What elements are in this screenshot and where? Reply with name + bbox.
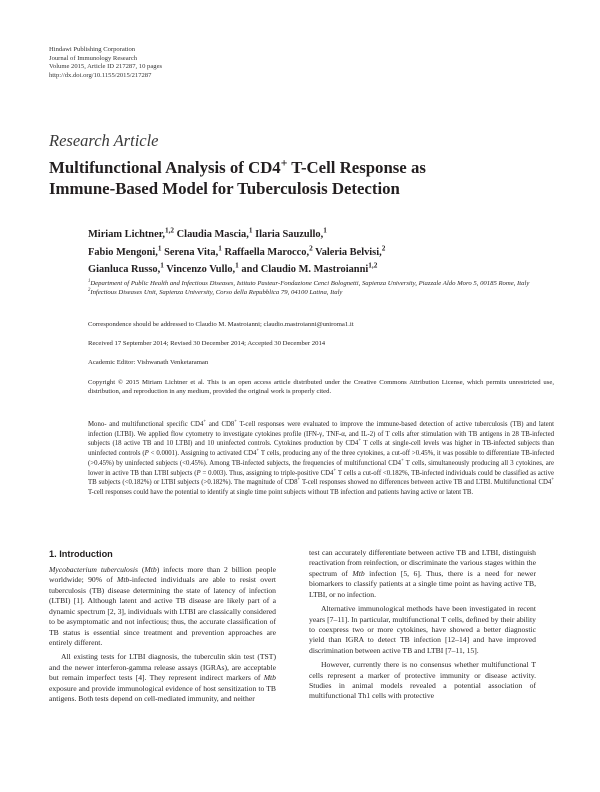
paragraph: test can accurately differentiate between active TB and LTBI, distinguish reactivation from reinfection, or discriminate the various stages within the spectrum of Mtb infection [5, 6]. Thus, there is a need for newer biomarkers to classify patients at a single time point as having active TB, LTBI, or no infection. [309, 548, 536, 599]
body-column-right [309, 548, 536, 702]
author-list [88, 226, 554, 279]
body-column-left [49, 548, 276, 704]
publisher-info [49, 46, 162, 80]
author: Gianluca Russo,$^1$ [88, 261, 164, 275]
author: Valeria Belvisi,$^2$ [315, 244, 386, 258]
abstract: Mono- and multifunctional specific CD4+ and CD8+ T-cell responses were evaluated to improve the immune-based detection of active tuberculosis (TB) and latent infection (LTBI). We applied flow cytometry to investigate cytokines profile (IFN-γ, TNF-α, and IL-2) of T cells after stimulation with TB antigens in 28 TB-infected subjects (18 active TB and 10 LTBI) and 10 uninfected controls. Cytokines production by CD4+ T cells at single-cell levels was higher in TB-infected subjects than uninfected controls (P < 0.0001). Assigning to activated CD4+ T cells, producing any of the three cytokines, a cut-off >0.45%, it was possible to differentiate TB-infected (>0.45%) by uninfected subjects (<0.45%). Among TB-infected subjects, the frequencies of multifunctional CD4+ T cells, simultaneously producing all 3 cytokines, are lower in active TB than LTBI subjects (P = 0.003). Thus, assigning to triple-positive CD4+ T cells a cut-off <0.182%, TB-infected individuals could be classified as active TB subjects (<0.182%) or LTBI subjects (>0.182%). The magnitude of CD8+ T-cell responses showed no differences between active TB and LTBI. Multifunctional CD4+ T-cell responses could have the potential to identify at single time point subjects without TB infection and patients having active or latent TB. [88, 419, 555, 496]
received-dates: Received 17 September 2014; Revised 30 December 2014; Accepted 30 December 2014 [88, 340, 326, 347]
author: Vincenzo Vullo,$^1$ [166, 261, 239, 275]
author: Serena Vita,$^1$ [164, 244, 222, 258]
affiliations [88, 279, 554, 297]
affiliation: $^1$Department of Public Health and Infectious Diseases, Istituto Pasteur-Fondazione Cenci Bolognetti, Sapienza University, Piazzale Aldo Moro 5, 00185 Rome, Italy [88, 278, 530, 287]
volume-info: Volume 2015, Article ID 217287, 10 pages [49, 63, 163, 71]
article-type: Research Article [49, 131, 159, 150]
author: Ilaria Sauzullo,$^1$ [255, 226, 327, 240]
paragraph: However, currently there is no consensus whether multifunctional T cells represent a marker of protective immunity or disease activity. Studies in animal models revealed a potential association of multifunctional Th1 cells with protective [309, 660, 536, 701]
academic-editor: Academic Editor: Vishwanath Venketaraman [88, 359, 209, 366]
correspondence: Correspondence should be addressed to Claudio M. Mastroianni; claudio.mastroianni@uniroma1.it [88, 321, 354, 328]
doi-link[interactable]: http://dx.doi.org/10.1155/2015/217287 [49, 71, 152, 79]
author: Claudia Mascia,$^1$ [176, 226, 253, 240]
author: and Claudio M. Mastroianni$^{1,2}$ [241, 261, 378, 275]
section-heading: 1. Introduction [49, 549, 113, 559]
publisher-name: Hindawi Publishing Corporation [49, 46, 136, 53]
author: Fabio Mengoni,$^1$ [88, 244, 162, 258]
author: Miriam Lichtner,$^{1,2}$ [88, 226, 175, 240]
affiliation: $^2$Infectious Diseases Unit, Sapienza University, Corso della Repubblica 79, 04100 Latina, Italy [88, 287, 343, 297]
author: Raffaella Marocco,$^2$ [224, 244, 313, 258]
paragraph: All existing tests for LTBI diagnosis, the tuberculin skin test (TST) and the newer interferon-gamma release assays (IGRAs), are acceptable but remain imperfect tests [4]. They represent indirect markers of Mtb exposure and provide immunological evidence of host sensitization to TB antigens. Both tests depend on cell-mediated immunity, and neither [49, 652, 276, 704]
paragraph: Mycobacterium tuberculosis (Mtb) infects more than 2 billion people worldwide; 90% of Mtb-infected individuals are able to resist overt tuberculosis (TB) disease determining the state of latency of infection (LTBI) [1]. Although latent and active TB disease are likely part of a dynamic spectrum [2, 3], individuals with LTBI are classically considered to be asymptomatic and not infectious; thus, the accurate classification of TB status is essential since treatment and prevention approaches are entirely different. [49, 565, 277, 647]
paper-title: Multifunctional Analysis of CD4+ T-Cell Response as Immune-Based Model for Tuberculosis Detection [49, 156, 426, 198]
journal-name: Journal of Immunology Research [49, 54, 138, 62]
paragraph: Alternative immunological methods have been investigated in recent years [7–11]. In particular, multifunctional T cells, defined by their ability to coexpress two or more cytokines, have showed a better diagnostic yield than IGRA to detect TB infection [12–14] and have improved discrimination between active TB and LTBI [7–11, 15]. [309, 604, 536, 655]
copyright-notice: Copyright © 2015 Miriam Lichtner et al. This is an open access article distributed under the Creative Commons Attribution License, which permits unrestricted use, distribution, and reproduction in any medium, provided the original work is properly cited. [88, 379, 554, 395]
